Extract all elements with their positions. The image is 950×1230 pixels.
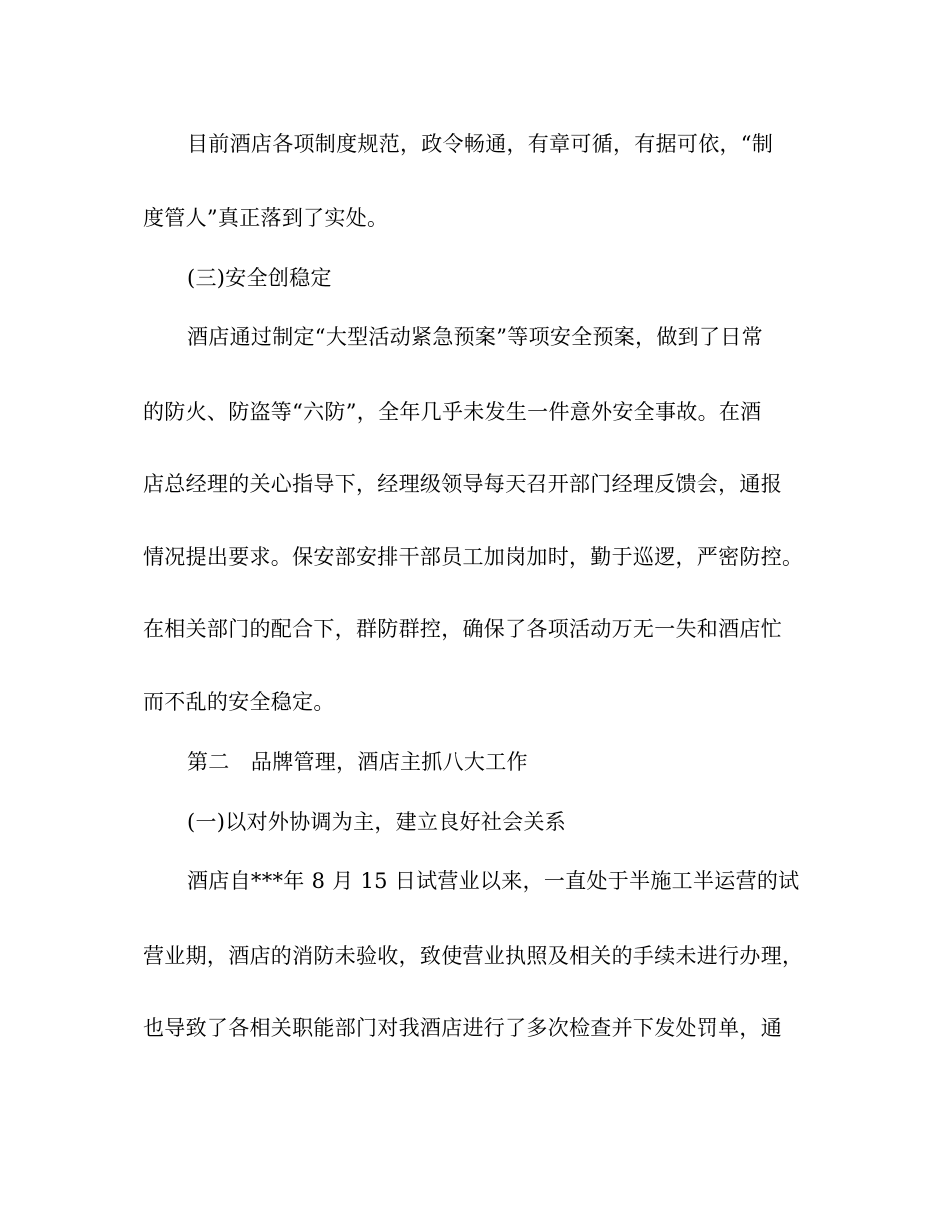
paragraph-line: 而不乱的安全稳定。 bbox=[143, 690, 335, 714]
paragraph-line: 的防火、防盗等“六防”，全年几乎未发生一件意外安全事故。在酒 bbox=[143, 400, 762, 424]
chapter-heading: 第二 品牌管理，酒店主抓八大工作 bbox=[187, 750, 528, 774]
paragraph-line: 度管人”真正落到了实处。 bbox=[143, 206, 389, 230]
paragraph-line: 营业期，酒店的消防未验收，致使营业执照及相关的手续未进行办理， bbox=[143, 944, 804, 968]
paragraph-line: 目前酒店各项制度规范，政令畅通，有章可循，有据可依，“制 bbox=[187, 132, 774, 156]
paragraph-line: 也导致了各相关职能部门对我酒店进行了多次检查并下发处罚单，通 bbox=[143, 1016, 782, 1040]
section-heading: (三)安全创稳定 bbox=[187, 266, 332, 290]
paragraph-line: 情况提出要求。保安部安排干部员工加岗加时，勤于巡逻，严密防控。 bbox=[143, 545, 804, 569]
paragraph-line: 在相关部门的配合下，群防群控，确保了各项活动万无一失和酒店忙 bbox=[143, 617, 782, 641]
section-heading: (一)以对外协调为主，建立良好社会关系 bbox=[187, 810, 567, 834]
paragraph-line: 酒店通过制定“大型活动紧急预案”等项安全预案，做到了日常 bbox=[187, 325, 763, 349]
paragraph-line: 酒店自***年 8 月 15 日试营业以来，一直处于半施工半运营的试 bbox=[187, 869, 800, 893]
paragraph-line: 店总经理的关心指导下，经理级领导每天召开部门经理反馈会，通报 bbox=[143, 472, 782, 496]
